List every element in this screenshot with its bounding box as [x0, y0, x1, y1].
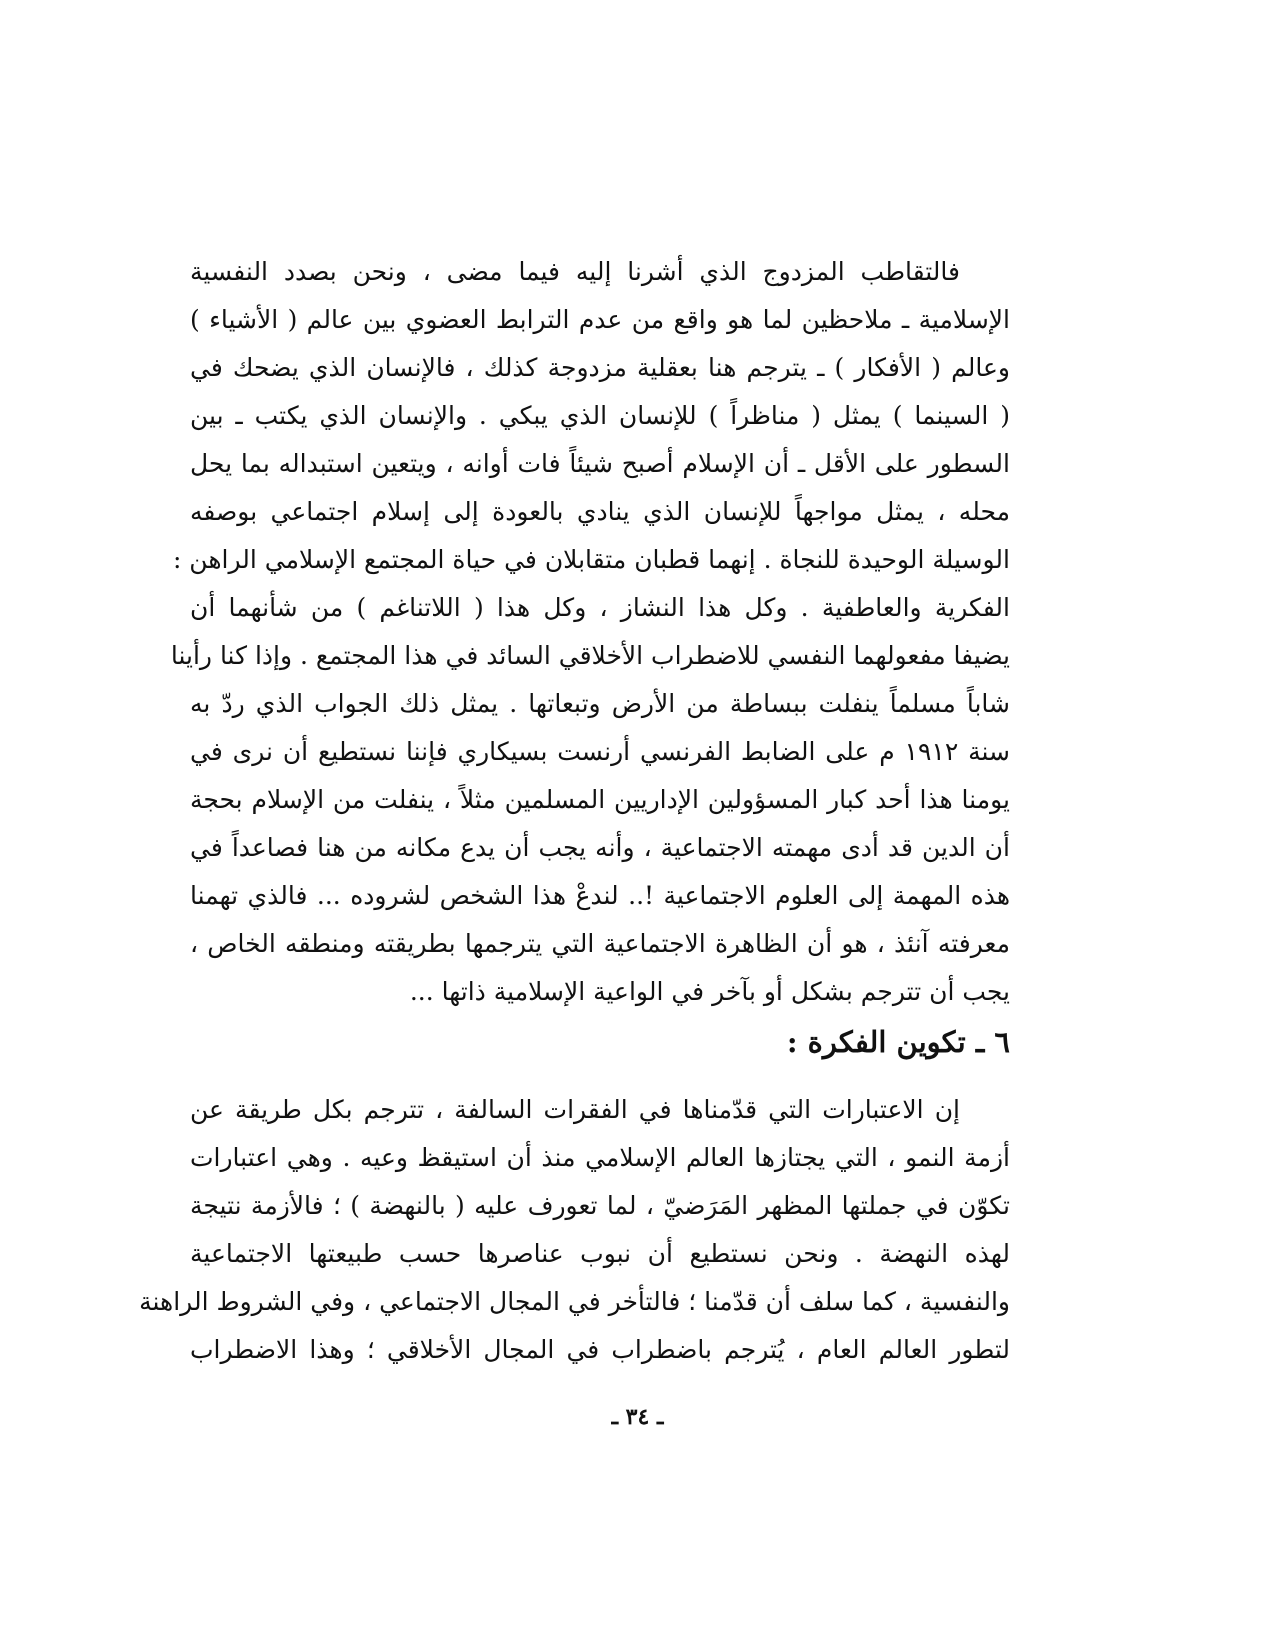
- text-line: فالتقاطب المزدوج الذي أشرنا إليه فيما مضى ، ونحن بصدد النفسية: [190, 257, 960, 286]
- text-line: هذه المهمة إلى العلوم الاجتماعية !.. لندعْ هذا الشخص لشروده ... فالذي تهمنا: [190, 881, 1010, 910]
- text-line: محله ، يمثل مواجهاً للإنسان الذي ينادي بالعودة إلى إسلام اجتماعي بوصفه: [190, 497, 1010, 526]
- text-line: إن الاعتبارات التي قدّمناها في الفقرات السالفة ، تترجم بكل طريقة عن: [190, 1095, 960, 1124]
- text-line: يضيفا مفعولهما النفسي للاضطراب الأخلاقي السائد في هذا المجتمع . وإذا كنا رأينا: [170, 641, 1010, 670]
- text-line: يجب أن تترجم بشكل أو بآخر في الواعية الإسلامية ذاتها ...: [409, 977, 1010, 1006]
- section-heading: ٦ ـ تكوين الفكرة :: [786, 1025, 1010, 1059]
- text-line: الإسلامية ـ ملاحظين لما هو واقع من عدم الترابط العضوي بين عالم ( الأشياء ): [190, 305, 1010, 334]
- text-line: والنفسية ، كما سلف أن قدّمنا ؛ فالتأخر في المجال الاجتماعي ، وفي الشروط الراهنة: [139, 1287, 1010, 1316]
- text-line: الفكرية والعاطفية . وكل هذا النشاز ، وكل هذا ( اللاتناغم ) من شأنهما أن: [190, 593, 1010, 622]
- text-line: أن الدين قد أدى مهمته الاجتماعية ، وأنه يجب أن يدع مكانه من هنا فصاعداً في: [190, 833, 1010, 862]
- text-line: يومنا هذا أحد كبار المسؤولين الإداريين المسلمين مثلاً ، ينفلت من الإسلام بحجة: [190, 785, 1010, 814]
- text-line: شاباً مسلماً ينفلت ببساطة من الأرض وتبعاتها . يمثل ذلك الجواب الذي ردّ به: [190, 689, 1010, 718]
- text-line: تكوّن في جملتها المظهر المَرَضيّ ، لما تعورف عليه ( بالنهضة ) ؛ فالأزمة نتيجة: [190, 1191, 1010, 1220]
- text-line: أزمة النمو ، التي يجتازها العالم الإسلامي منذ أن استيقظ وعيه . وهي اعتبارات: [190, 1143, 1010, 1172]
- text-line: وعالم ( الأفكار ) ـ يترجم هنا بعقلية مزدوجة كذلك ، فالإنسان الذي يضحك في: [190, 353, 1010, 382]
- text-line: معرفته آنئذ ، هو أن الظاهرة الاجتماعية التي يترجمها بطريقته ومنطقه الخاص ،: [190, 929, 1010, 958]
- text-line: لتطور العالم العام ، يُترجم باضطراب في المجال الأخلاقي ؛ وهذا الاضطراب: [190, 1335, 1010, 1364]
- text-line: سنة ١٩١٢ م على الضابط الفرنسي أرنست بسيكاري فإننا نستطيع أن نرى في: [190, 737, 1011, 766]
- text-line: الوسيلة الوحيدة للنجاة . إنهما قطبان متقابلان في حياة المجتمع الإسلامي الراهن :: [172, 545, 1010, 574]
- paragraph-2: [139, 1086, 1010, 1374]
- text-line: السطور على الأقل ـ أن الإسلام أصبح شيئاً فات أوانه ، ويتعين استبداله بما يحل: [190, 449, 1010, 478]
- text-line: لهذه النهضة . ونحن نستطيع أن نبوب عناصرها حسب طبيعتها الاجتماعية: [190, 1239, 1010, 1268]
- text-line: ( السينما ) يمثل ( مناظراً ) للإنسان الذي يبكي . والإنسان الذي يكتب ـ بين: [190, 401, 1010, 430]
- paragraph-1: [170, 248, 1011, 1016]
- page-number: ـ ٣٤ ـ: [611, 1404, 664, 1430]
